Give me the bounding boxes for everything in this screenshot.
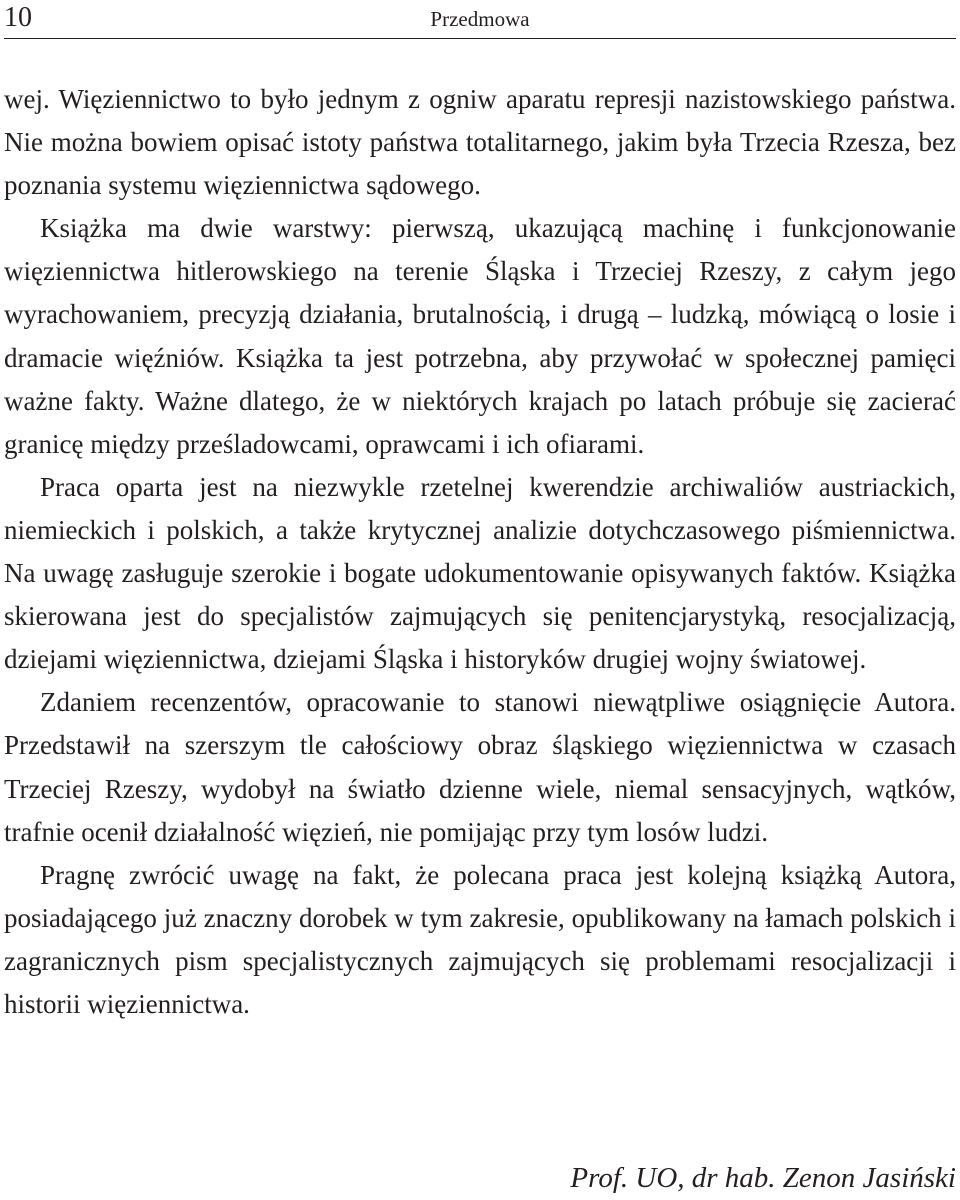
running-title: Przedmowa bbox=[430, 7, 530, 31]
page-number: 10 bbox=[4, 2, 32, 33]
paragraph: Praca oparta jest na niezwykle rzetelnej kwerendzie archiwaliów austriackich, niemieckich i polskich, a także krytycznej analizie dotychczasowego piśmiennictwa. Na uwagę zasługuje szerokie i bogate udokumentowanie opisywanych faktów. Książka skierowana jest do specjalistów zajmujących się penitencjarystyką, resocjalizacją, dziejami więziennictwa, dziejami Śląska i historyków drugiej wojny światowej. bbox=[4, 471, 956, 675]
body-text bbox=[4, 78, 956, 1026]
paragraph: Zdaniem recenzentów, opracowanie to stanowi niewątpliwe osiągnięcie Autora. Przedstawił na szerszym tle całościowy obraz śląskiego więziennictwa w czasach Trzeciej Rzeszy, wydobył na światło dzienne wiele, niemal sensacyjnych, wątków, trafnie ocenił działalność więzień, nie pomijając przy tym losów ludzi. bbox=[4, 687, 956, 847]
paragraph-continuation: wej. Więziennictwo to było jednym z ogniw aparatu represji nazistowskiego państwa. Nie można bowiem opisać istoty państwa totalitarnego, jakim była Trzecia Rzesza, bez poznania systemu więziennictwa sądowego. bbox=[4, 84, 956, 201]
running-header bbox=[4, 0, 956, 39]
author-signature: Prof. UO, dr hab. Zenon Jasiński bbox=[570, 1162, 956, 1194]
paragraph: Pragnę zwrócić uwagę na fakt, że polecana praca jest kolejną książką Autora, posiadającego już znaczny dorobek w tym zakresie, opublikowany na łamach polskich i zagranicznych pism specjalistycznych zajmujących się problemami resocjalizacji i historii więziennictwa. bbox=[4, 859, 956, 1019]
paragraph: Książka ma dwie warstwy: pierwszą, ukazującą machinę i funkcjonowanie więziennictwa hitlerowskiego na terenie Śląska i Trzeciej Rzeszy, z całym jego wyrachowaniem, precyzją działania, brutalnością, i drugą – ludzką, mówiącą o losie i dramacie więźniów. Książka ta jest potrzebna, aby przywołać w społecznej pamięci ważne fakty. Ważne dlatego, że w niektórych krajach po latach próbuje się zacierać granicę między prześladowcami, oprawcami i ich ofiarami. bbox=[4, 213, 956, 459]
